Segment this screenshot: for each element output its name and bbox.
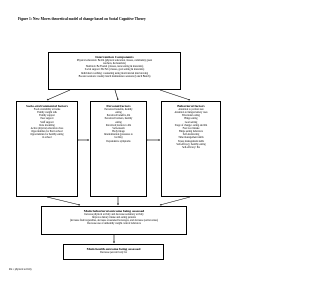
personal-line: eating	[115, 111, 122, 115]
behavioral-line: Time management skills	[178, 136, 204, 140]
socio-line: Opportunities for healthy eating	[30, 133, 64, 137]
personal-line: Internalization (pressures to	[104, 133, 133, 137]
intervention-components-box	[48, 52, 181, 90]
personal-line: Body image	[112, 130, 125, 134]
arrow-socio-to-outcome	[47, 197, 80, 205]
personal-line: eating	[115, 120, 122, 124]
socio-environmental-factors-box	[16, 101, 78, 197]
arrow-behavioral-to-outcome	[160, 197, 190, 205]
behavioral-line: Emotional eating	[182, 114, 200, 118]
behavioral-factors-box	[161, 101, 221, 197]
socio-heading: Socio-environmental factors	[25, 104, 69, 108]
intervention-line: Nutrition: Be Fueled (classes, taste testing & materials)	[85, 65, 144, 69]
footnote: PA = physical activity	[9, 268, 32, 271]
socio-line: Family weight talk	[37, 111, 57, 115]
personal-line: Perceived benefits, PA	[106, 114, 131, 118]
socio-line: Peer support	[40, 117, 54, 121]
personal-line: Perceived barriers, healthy	[104, 117, 133, 121]
outcome-line: (increase fruit/vegetables, decrease sweetened beverages, and decrease portion sizes)	[69, 219, 159, 223]
behavioral-line: Goal setting	[184, 120, 198, 124]
personal-heading: Personal factors	[106, 104, 131, 108]
socio-line: in school	[42, 136, 52, 140]
personal-line: be thin)	[114, 136, 123, 140]
personal-line: Perceived barriers to PA	[105, 123, 132, 127]
behavioral-line: Self-efficacy: PA	[182, 145, 200, 149]
socio-line: Family support	[39, 114, 55, 118]
intervention-line: Social support: Be Fab (classes, goal setting & materials)	[84, 68, 145, 72]
behavioral-line: Attention to portion size	[178, 108, 204, 111]
socio-line: Opportunities for PA in school	[31, 130, 63, 134]
socio-line: Active physical education class	[30, 126, 64, 130]
arrow-intervention-to-behavioral	[160, 90, 190, 100]
health-heading: Main health outcome being assessed	[86, 247, 141, 251]
outcome-line: Decrease use of unhealthy weight control behaviors	[87, 222, 141, 226]
arrow-intervention-to-socio	[47, 90, 70, 100]
arrow-intervention-to-personal	[115, 90, 118, 100]
socio-line: Role modeling	[39, 123, 55, 127]
health-outcome-box	[63, 244, 164, 260]
socio-line: Staff support	[40, 120, 54, 124]
intervention-line: teachers, & materials)	[103, 62, 126, 66]
behavioral-line: Self-monitoring	[182, 133, 200, 137]
intervention-line: Physical education: Be PA (physical education classes, community guest	[76, 59, 153, 62]
behavioral-line: Fast food intake	[182, 126, 200, 130]
outcome-line: Improve dietary intake and eating patterns	[92, 216, 136, 220]
outcome-heading: Main behavioral outcome being assessed	[83, 209, 145, 213]
behavioral-line: Binge eating behaviors	[179, 130, 203, 134]
socio-line: Food availability at home	[33, 108, 61, 111]
behavioral-outcome-box	[41, 206, 187, 235]
intervention-heading: Intervention Components	[95, 55, 134, 59]
behavioral-line: Stage of change: eating and PA	[174, 123, 208, 127]
personal-line: Self-esteem	[112, 126, 125, 130]
behavioral-line: Binge eating	[184, 117, 198, 121]
intervention-line: Booster sessions: weekly lunch maintenance sessions (Lunch Bunch)	[78, 74, 151, 78]
behavioral-line: Stress management skills	[177, 139, 205, 143]
personal-factors-box	[90, 101, 147, 197]
personal-line: Dependence symptoms	[106, 139, 131, 143]
behavioral-heading: Behavioral factors	[177, 104, 205, 108]
outcome-line: Increase physical activity and decrease sedentary activity	[84, 213, 144, 216]
figure-title: Figure 1: New Moves theoretical model of change based on Social Cognitive Theory	[18, 17, 146, 21]
intervention-line: Individual coaching: counseling using motivational interviewing	[80, 71, 149, 75]
personal-line: Perceived benefits, healthy	[104, 108, 133, 111]
behavioral-line: Attention to hunger/satiety cues	[174, 111, 208, 115]
health-line: Decrease percent body fat	[99, 251, 127, 254]
behavioral-line: Self-efficacy: healthy eating	[176, 142, 206, 146]
